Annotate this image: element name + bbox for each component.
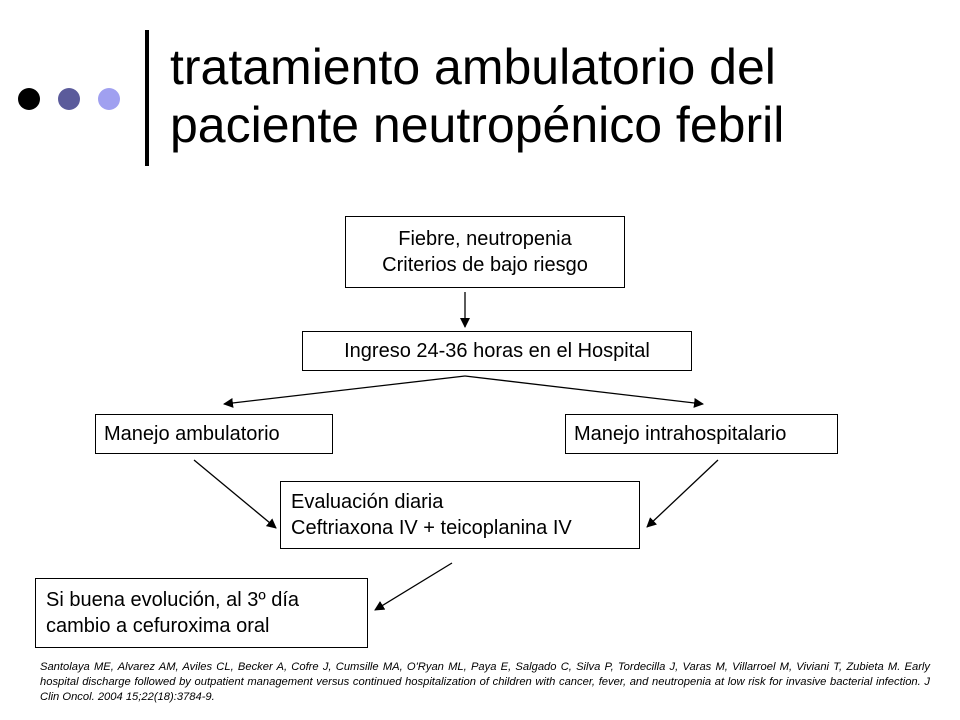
arrow-admission-to-ambulatory [224,376,465,404]
box-ambulatory-management [95,414,333,454]
box-fever-line-2: Criterios de bajo riesgo [382,254,588,276]
box-ambulatory-line-1: Manejo ambulatorio [104,423,280,445]
title-line-1: tratamiento ambulatorio del [170,39,776,95]
box-hospital-admission [302,331,692,371]
box-antibiotic-switch [35,578,368,648]
box-switch-line-2: cambio a cefuroxima oral [46,615,270,637]
box-evaluation-line-2: Ceftriaxona IV + teicoplanina IV [291,517,572,539]
box-switch-line-1: Si buena evolución, al 3º día [46,589,300,611]
box-inhospital-management [565,414,838,454]
arrow-ambulatory-to-evaluation [194,460,276,528]
arrow-inhospital-to-evaluation [647,460,718,527]
box-evaluation-line-1: Evaluación diaria [291,491,444,513]
arrow-evaluation-to-switch [375,563,452,610]
box-daily-evaluation [280,481,640,549]
citation-reference: Santolaya ME, Alvarez AM, Aviles CL, Becker A, Cofre J, Cumsille MA, O'Ryan ML, Paya E, Salgado C, Silva P, Tordecilla J, Varas M, Villarroel M, Viviani T, Zubieta M. Early hospital discharge followed by outpatient management versus continued hospitalization of children with cancer, fever, and neutropenia at low risk for invasive bacterial infection. J Clin Oncol. 2004 15;22(18):3784-9. [40,661,930,703]
box-admission-line-1: Ingreso 24-36 horas en el Hospital [344,340,650,362]
box-fever-line-1: Fiebre, neutropenia [398,228,572,250]
arrow-admission-to-inhospital [465,376,703,404]
box-fever-neutropenia [345,216,625,288]
box-inhospital-line-1: Manejo intrahospitalario [574,423,787,445]
title-line-2: paciente neutropénico febril [170,97,785,153]
